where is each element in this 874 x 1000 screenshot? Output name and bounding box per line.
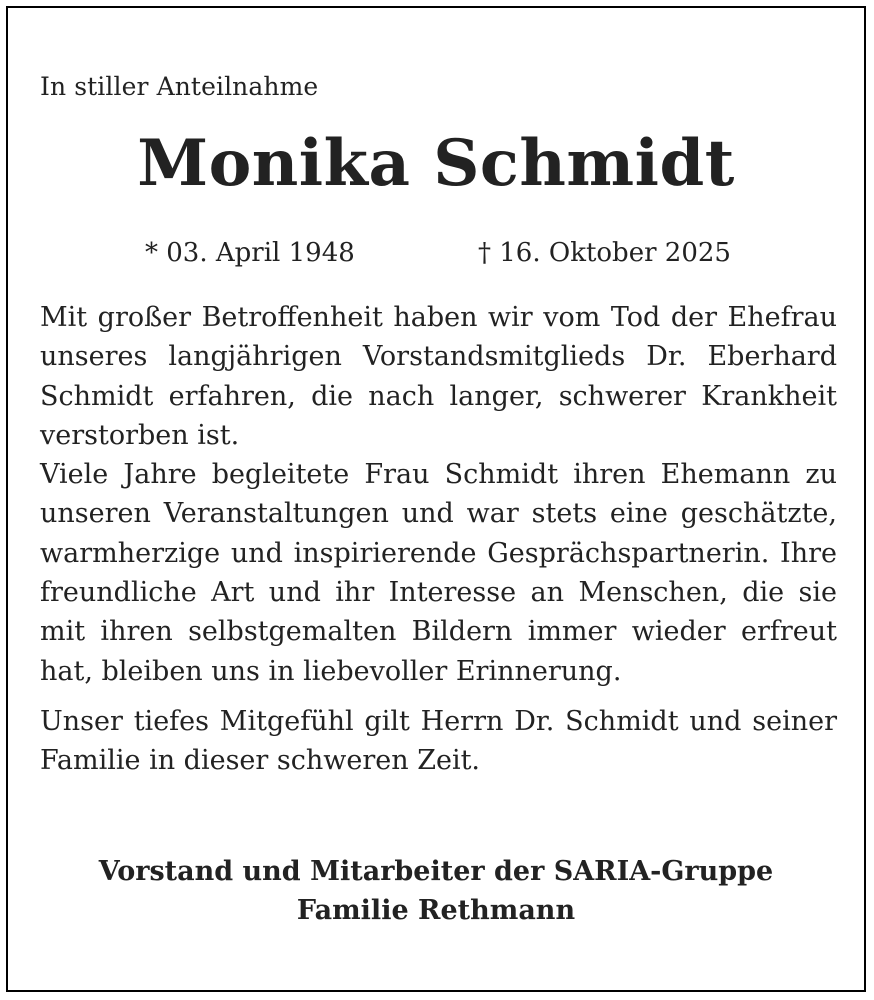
obituary-notice — [6, 6, 866, 992]
paragraph-tribute: Viele Jahre begleitete Frau Schmidt ihren Ehemann zu unseren Veranstaltungen und war stets eine geschätzte, warmherzige und inspirierende Gesprächspartnerin. Ihre freundliche Art und ihr Interesse an Menschen, die sie mit ihren selbstgemalten Bildern immer wieder erfreut hat, bleiben uns in liebevoller Erinnerung. — [40, 459, 837, 687]
deceased-name: Monika Schmidt — [137, 126, 735, 201]
intro-line: In stiller Anteilnahme — [40, 72, 319, 101]
signature-line-company: Vorstand und Mitarbeiter der SARIA-Gruppe — [98, 856, 774, 887]
paragraph-condolence: Mit großer Betroffenheit haben wir vom Tod der Ehefrau unseres langjährigen Vorstandsmitglieds Dr. Eberhard Schmidt erfahren, die nach langer, schwerer Krankheit verstorben ist. — [40, 302, 837, 451]
signature-block — [8, 852, 864, 930]
paragraph-sympathy: Unser tiefes Mitgefühl gilt Herrn Dr. Schmidt und seiner Familie in dieser schweren Zeit. — [40, 705, 837, 777]
signature-line-family: Familie Rethmann — [296, 895, 576, 926]
notice-body — [40, 298, 837, 781]
birth-date: * 03. April 1948 — [145, 238, 355, 268]
death-date: † 16. Oktober 2025 — [478, 238, 731, 268]
